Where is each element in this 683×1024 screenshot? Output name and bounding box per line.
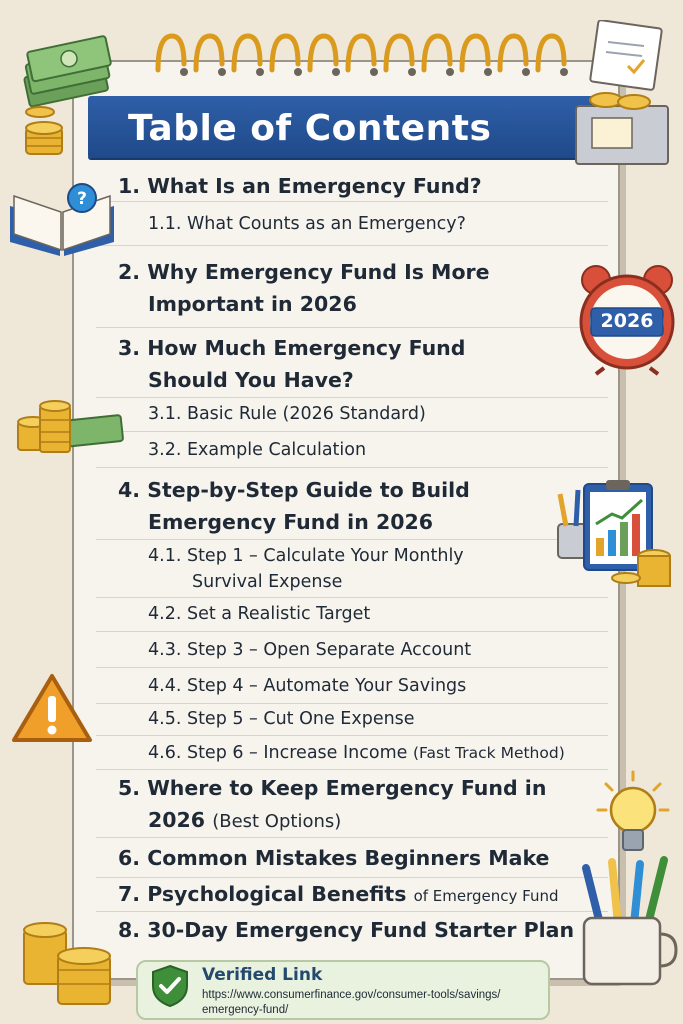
toc-link-4[interactable]: 4. Step-by-Step Guide to Build (118, 478, 470, 502)
toc-link-7-note: of Emergency Fund (413, 887, 559, 905)
toc-link-3[interactable]: 3. How Much Emergency Fund (118, 336, 466, 360)
toc-link-3-continued[interactable]: Should You Have? (148, 368, 354, 392)
toc-link-7-main: 7. Psychological Benefits (118, 882, 407, 906)
toc-link-1[interactable]: 1. What Is an Emergency Fund? (118, 174, 482, 198)
toc-link-4-3[interactable]: 4.3. Step 3 – Open Separate Account (148, 640, 472, 660)
coin-stack-icon (14, 100, 74, 164)
svg-text:?: ? (77, 189, 87, 209)
toc-link-4-2[interactable]: 4.2. Set a Realistic Target (148, 604, 371, 624)
toc-link-8[interactable]: 8. 30-Day Emergency Fund Starter Plan (118, 918, 575, 942)
toc-link-3-2[interactable]: 3.2. Example Calculation (148, 440, 367, 460)
coins-and-cash-icon (14, 396, 126, 460)
verified-url-line-1: https://www.consumerfinance.gov/consumer-tools/savings/ (202, 989, 501, 1001)
toc-link-4-1[interactable]: 4.1. Step 1 – Calculate Your Monthly (148, 546, 464, 566)
toc-link-1-1[interactable]: 1.1. What Counts as an Emergency? (148, 214, 466, 234)
toc-link-4-1-continued[interactable]: Survival Expense (192, 572, 343, 592)
verified-link-label: Verified Link (202, 965, 323, 985)
toc-link-5-note: (Best Options) (212, 811, 342, 832)
toc-link-4-continued[interactable]: Emergency Fund in 2026 (148, 510, 433, 534)
verified-url-line-2: emergency-fund/ (202, 1004, 289, 1016)
toc-link-7[interactable] (118, 878, 559, 912)
toc-link-4-6[interactable] (148, 739, 565, 767)
toc-link-4-4[interactable]: 4.4. Step 4 – Automate Your Savings (148, 676, 467, 696)
toc-link-4-6-note: (Fast Track Method) (412, 744, 565, 762)
document-box-icon (572, 20, 676, 170)
warning-icon (10, 670, 94, 746)
toc-link-4-5[interactable]: 4.5. Step 5 – Cut One Expense (148, 709, 415, 729)
toc-link-5[interactable]: 5. Where to Keep Emergency Fund in (118, 776, 547, 800)
toc-link-4-6-main: 4.6. Step 6 – Increase Income (148, 743, 408, 763)
clipboard-chart-icon (554, 474, 676, 592)
toc-link-5-year: 2026 (148, 808, 206, 832)
toc-link-3-1[interactable]: 3.1. Basic Rule (2026 Standard) (148, 404, 426, 424)
toc-link-5-continued[interactable] (148, 804, 341, 838)
pencil-cup-icon (578, 854, 678, 990)
lightbulb-icon (596, 770, 670, 858)
clock-year-label: 2026 (600, 310, 654, 332)
toc-link-6[interactable]: 6. Common Mistakes Beginners Make (118, 846, 550, 870)
coin-stack-icon (20, 918, 116, 1010)
page-title: Table of Contents (128, 108, 492, 149)
verified-link-url[interactable] (202, 988, 542, 1018)
open-book-question-icon (4, 176, 120, 262)
toc-link-2[interactable]: 2. Why Emergency Fund Is More (118, 260, 490, 284)
shield-check-icon (150, 964, 190, 1008)
toc-link-2-continued[interactable]: Important in 2026 (148, 292, 357, 316)
